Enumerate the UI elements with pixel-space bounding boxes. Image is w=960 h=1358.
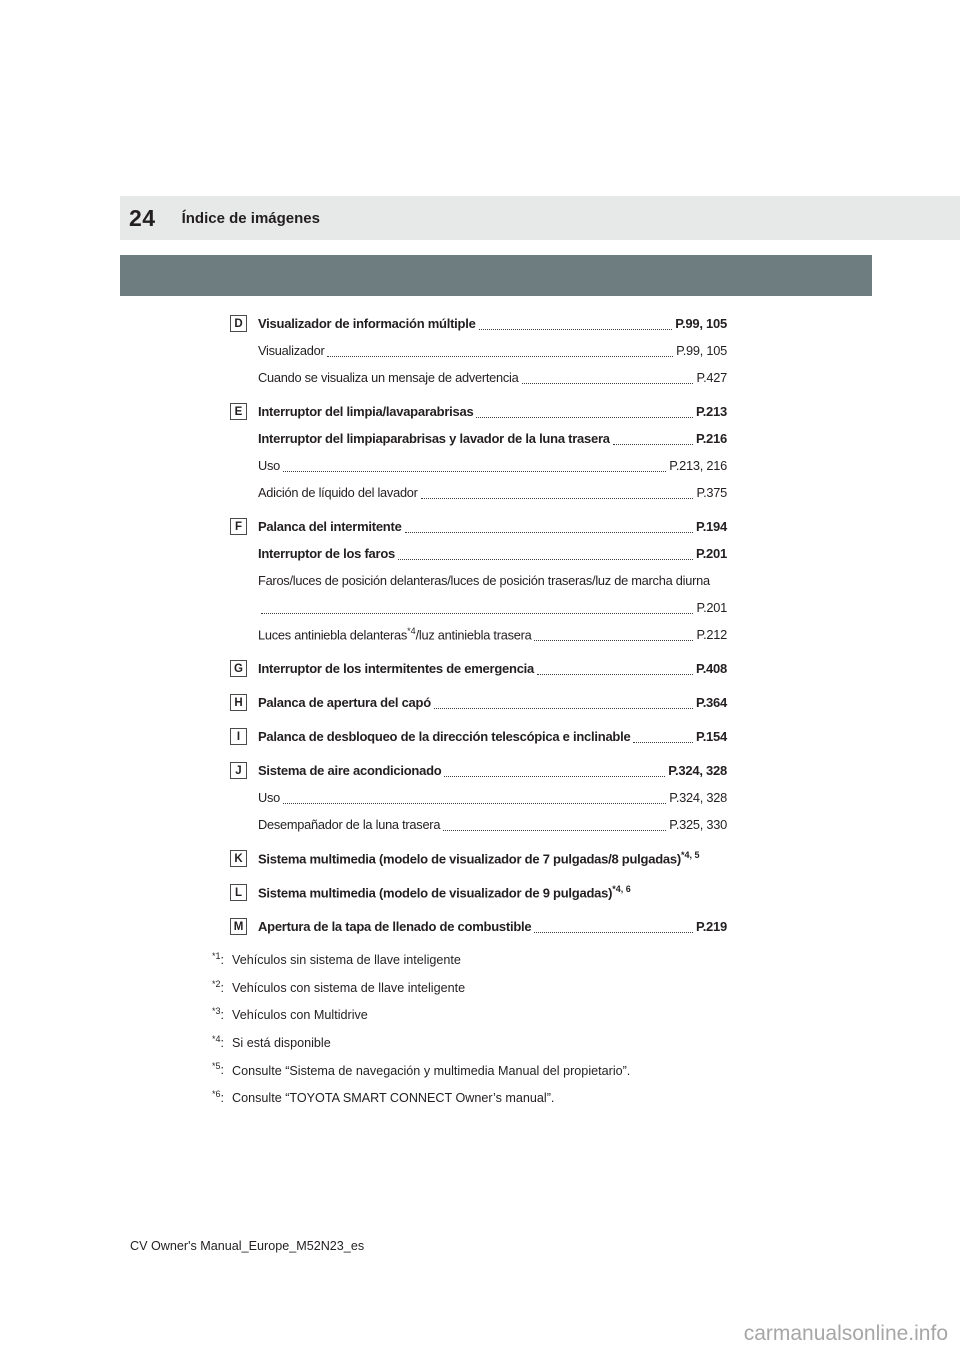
entry-title: Sistema de aire acondicionado [258,763,442,778]
entry-title: Uso [258,790,281,805]
leader-dots [443,830,666,831]
entry-title: Palanca de desbloqueo de la dirección telescópica e inclinable [258,729,631,744]
index-line [230,337,727,364]
section-title: Índice de imágenes [181,209,320,227]
callout-letter-L: L [230,884,247,901]
index-line [230,513,727,540]
footnote-6 [212,1083,772,1111]
page-reference: P.324, 328 [669,790,727,805]
entry-title: Interruptor del limpia/lavaparabrisas [258,404,474,419]
index-line [230,913,727,940]
entry-title: Sistema multimedia (modelo de visualizador de 9 pulgadas)$^{*4, 6}$ [258,884,631,901]
callout-letter-K: K [230,850,247,867]
callout-letter-J: J [230,762,247,779]
index-group-E [230,398,727,506]
leader-dots [444,776,665,777]
page-reference: P.364 [695,695,727,710]
index-line [230,594,727,621]
page-reference: P.201 [695,546,727,561]
entry-title: Uso [258,458,281,473]
page-reference: P.99, 105 [675,316,727,331]
footnote-5 [212,1055,772,1083]
entry-title: Apertura de la tapa de llenado de combustible [258,919,532,934]
page-reference: P.154 [695,729,727,744]
leader-dots [534,640,693,641]
leader-dots [534,932,693,933]
index-line [230,757,727,784]
index-group-L [230,879,727,906]
footnote-4 [212,1028,772,1056]
footer-document-id: CV Owner's Manual_Europe_M52N23_es [130,1239,365,1253]
index-line [230,879,727,906]
index-line [230,621,727,648]
entry-title: Adición de líquido del lavador [258,485,418,500]
entry-title: Palanca del intermitente [258,519,402,534]
callout-letter-H: H [230,694,247,711]
index-group-M [230,913,727,940]
index-line [230,540,727,567]
leader-dots [434,708,693,709]
page-reference: P.375 [696,485,727,500]
index-line [230,655,727,682]
index-group-I [230,723,727,750]
leader-dots [522,383,694,384]
footnote-text: Consulte “Sistema de navegación y multimedia Manual del propietario”. [232,1063,631,1078]
footnote-marker: $^{*3}$: [212,1006,225,1023]
callout-letter-F: F [230,518,247,535]
entry-title: Faros/luces de posición delanteras/luces de posición traseras/luz de marcha diurna [258,573,710,588]
entry-title: Visualizador [258,343,325,358]
page-reference: P.194 [695,519,727,534]
leader-dots [537,674,693,675]
page-reference: P.408 [695,661,727,676]
footnote-ref: *4 [407,626,416,637]
page-reference: P.427 [696,370,727,385]
index-line [230,364,727,391]
entry-title: Interruptor de los faros [258,546,396,561]
callout-letter-D: D [230,315,247,332]
index-line [230,567,727,594]
index-line [230,310,727,337]
footnote-ref: *4, 5 [680,850,700,861]
index-line [230,425,727,452]
entry-title: Desempañador de la luna trasera [258,817,441,832]
footnote-marker: $^{*5}$: [212,1061,225,1078]
entry-title: Interruptor de los intermitentes de emergencia [258,661,535,676]
entry-title: Luces antiniebla delanteras$^{*4}$/luz antiniebla trasera [258,626,532,643]
footnote-marker: $^{*2}$: [212,978,225,995]
index-group-D [230,310,727,391]
callout-letter-M: M [230,918,247,935]
page-number: 24 [129,204,156,231]
footnote-text: Consulte “TOYOTA SMART CONNECT Owner’s manual”. [232,1091,555,1106]
page-header-band [120,196,960,240]
watermark: carmanualsonline.info [743,1322,948,1345]
page-reference: P.99, 105 [676,343,727,358]
footnote-text: Vehículos con sistema de llave inteligente [232,980,466,995]
footnote-3 [212,1000,772,1028]
entry-title: Visualizador de información múltiple [258,316,476,331]
callout-letter-G: G [230,660,247,677]
footnote-text: Vehículos sin sistema de llave inteligente [232,953,461,968]
index-group-K [230,845,727,872]
index-line [230,845,727,872]
entry-title: Palanca de apertura del capó [258,695,431,710]
callout-letter-E: E [230,403,247,420]
leader-dots [327,356,673,357]
index-group-J [230,757,727,838]
footnote-marker: $^{*6}$: [212,1088,225,1106]
section-divider-bar [120,255,872,296]
footnote-1 [212,945,772,973]
page-reference: P.213 [695,404,727,419]
index-group-H [230,689,727,716]
leader-dots [633,742,692,743]
page-reference: P.213, 216 [669,458,727,473]
leader-dots [479,329,673,330]
leader-dots [398,559,693,560]
entry-title: Sistema multimedia (modelo de visualizador de 7 pulgadas/8 pulgadas)$^{*4, 5}$ [258,850,700,867]
index-line [230,398,727,425]
footnote-text: Si está disponible [232,1035,331,1050]
footnote-marker: $^{*4}$: [212,1033,225,1050]
entry-title: Interruptor del limpiaparabrisas y lavador de la luna trasera [258,431,610,446]
page-reference: P.201 [696,600,727,615]
entry-title: Cuando se visualiza un mensaje de advertencia [258,370,519,385]
page-reference: P.324, 328 [668,763,727,778]
leader-dots [261,613,693,614]
index-group-G [230,655,727,682]
leader-dots [283,471,666,472]
leader-dots [476,417,693,418]
index-line [230,452,727,479]
index-line [230,723,727,750]
page-reference: P.216 [695,431,727,446]
index-line [230,784,727,811]
footnotes [212,945,772,1111]
footnote-text: Vehículos con Multidrive [232,1008,368,1023]
index-line [230,689,727,716]
index-line [230,479,727,506]
leader-dots [613,444,693,445]
leader-dots [421,498,694,499]
leader-dots [283,803,666,804]
page-reference: P.219 [695,919,727,934]
footnote-2 [212,973,772,1001]
page-reference: P.325, 330 [669,817,727,832]
page-reference: P.212 [696,627,727,642]
leader-dots [405,532,693,533]
index-group-F [230,513,727,648]
footnote-ref: *4, 6 [612,884,631,895]
callout-letter-I: I [230,728,247,745]
image-index-list [230,310,727,947]
footnote-marker: $^{*1}$: [212,951,225,968]
index-line [230,811,727,838]
